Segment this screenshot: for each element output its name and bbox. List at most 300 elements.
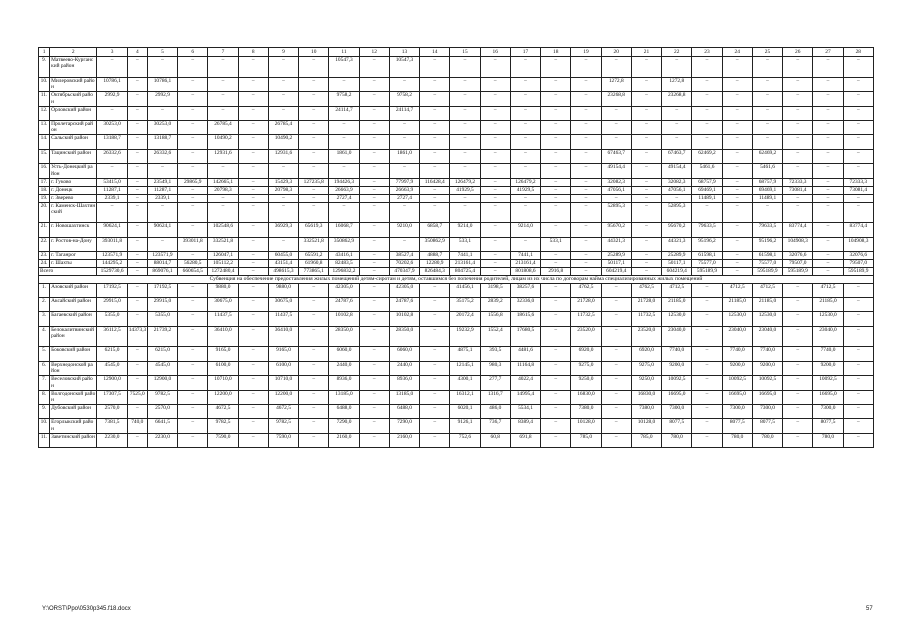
part-b-row-value: – [843,361,873,375]
part-a-row-value: – [299,194,329,202]
part-a-row-value: – [238,164,268,178]
part-b-row-value: – [238,312,268,326]
total-value: 604219,4 [601,268,631,276]
part-a-row-number: 19. [39,194,50,202]
part-a-row-value: – [97,106,127,120]
part-a-row-value: 144295,2 [97,260,127,268]
part-a-row-value: – [631,164,661,178]
part-b-row-value: – [127,405,147,419]
part-a-row-value: 1272,8 [601,77,631,91]
part-a-row-value: – [208,202,238,223]
part-b-row-value: 38257,6 [510,283,540,297]
part-b-row-value: 21728,0 [631,297,661,311]
part-a-row-value: 10786,1 [147,77,177,91]
part-a-row-value: – [631,237,661,251]
part-a-row-value: – [692,120,722,134]
part-b-row-value: – [299,297,329,311]
part-a-row-value: – [843,135,873,149]
part-a-row-value: – [662,106,692,120]
part-b-row-value: – [601,347,631,361]
part-a-row-value: 5461,6 [752,164,782,178]
part-b-row-value: – [238,326,268,347]
part-b-row-value: – [299,347,329,361]
part-b-row-value: 785,0 [571,433,601,447]
column-number-16: 16 [480,48,510,57]
table-row [39,120,874,134]
column-number-24: 24 [722,48,752,57]
part-a-row-value: 70202,6 [389,260,419,268]
part-b-row-value: – [127,361,147,375]
part-a-row-value: 20798,3 [208,186,238,194]
part-b-row-value: 780,0 [662,433,692,447]
total-value: – [127,268,147,276]
part-b-row-value: 9275,0 [571,361,601,375]
part-a-row-value: – [480,186,510,194]
part-b-row-value: – [541,326,571,347]
total-value: – [238,268,268,276]
part-b-row-value: 8077,5 [722,419,752,433]
part-b-row-value: 18615,6 [510,312,540,326]
part-a-row-value: – [450,164,480,178]
part-a-row-value: 75577,0 [692,260,722,268]
part-b-row-value: 4712,5 [722,283,752,297]
part-a-row-value: – [450,194,480,202]
part-a-row-value: 32082,3 [662,178,692,186]
total-value: – [722,268,752,276]
part-b-row-value: 4545,0 [97,361,127,375]
part-b-row-value: – [541,361,571,375]
part-a-row-value: 90624,1 [97,223,127,237]
part-a-row-value: – [541,252,571,260]
total-value: 595189,9 [752,268,782,276]
part-a-row-number: 9. [39,57,50,78]
part-a-row-value: 32076,6 [843,252,873,260]
part-a-row-number: 11. [39,92,50,106]
part-a-row-value: – [752,106,782,120]
part-a-row-value: – [480,202,510,223]
table-row [39,237,874,251]
part-a-row-value: 102548,6 [208,223,238,237]
part-a-row-value: – [571,202,601,223]
part-a-row-value: – [268,77,298,91]
part-b-row-value: 9782,5 [208,419,238,433]
column-number-14: 14 [420,48,450,57]
part-a-row-value: – [299,135,329,149]
part-a-row-value: – [510,135,540,149]
part-b-row-value: 21185,0 [813,297,843,311]
total-value: – [480,268,510,276]
part-b-row-value: – [783,390,813,404]
part-b-row-value: 752,6 [450,433,480,447]
part-a-row-value: 49154,4 [601,164,631,178]
part-a-row-value: 2992,9 [147,92,177,106]
part-b-row-value: – [178,297,208,311]
part-a-row-value: 213161,4 [510,260,540,268]
part-a-row-value: – [783,164,813,178]
part-a-row-name: Милеровский район [50,77,97,91]
part-a-row-value: 9214,0 [510,223,540,237]
part-a-row-value: 95196,2 [752,237,782,251]
part-a-row-value: – [813,237,843,251]
part-a-row-value: – [541,194,571,202]
part-a-row-value: 67463,7 [601,149,631,163]
part-a-row-value: – [178,223,208,237]
part-b-row-value: – [541,390,571,404]
part-b-row-number: 1. [39,283,50,297]
part-a-row-value: 2727,4 [389,194,419,202]
part-a-row-name: г. Новошахтинск [50,223,97,237]
part-a-row-value: – [541,92,571,106]
part-a-row-value: – [631,260,661,268]
header-row [39,48,874,57]
part-a-row-value: 1861,0 [389,149,419,163]
part-a-row-value: – [813,260,843,268]
part-b-row-value: – [178,361,208,375]
part-a-row-value: – [420,194,450,202]
part-a-row-value: – [238,77,268,91]
part-b-row-value: 9200,0 [813,361,843,375]
part-b-row-value: 9275,0 [631,361,661,375]
part-a-row-value: – [238,92,268,106]
part-a-row-value: 9214,0 [450,223,480,237]
part-a-row-value: – [510,92,540,106]
part-a-row-value: 44321,3 [601,237,631,251]
total-value: 470347,9 [389,268,419,276]
part-b-row-value: 12145,1 [450,361,480,375]
table-row [39,390,874,404]
part-a-row-value: – [510,120,540,134]
part-a-row-value: – [783,92,813,106]
part-a-row-value: – [450,135,480,149]
part-a-row-value: – [601,57,631,78]
column-number-27: 27 [813,48,843,57]
table-row [39,376,874,390]
part-a-row-value: – [299,202,329,223]
part-a-row-value: 50117,1 [662,260,692,268]
part-a-row-value: 11489,1 [752,194,782,202]
part-a-row-value: 10490,2 [208,135,238,149]
part-a-row-value: 6858,7 [420,223,450,237]
part-a-row-value: – [722,252,752,260]
part-a-row-value: 5461,6 [692,164,722,178]
part-a-row-name: Усть-Донецкий район [50,164,97,178]
part-a-row-value: 30253,0 [147,120,177,134]
part-b-row-value: 12530,0 [813,312,843,326]
part-b-row-value: – [178,405,208,419]
part-a-row-value: – [722,202,752,223]
part-a-row-value: – [541,178,571,186]
part-b-row-number: 5. [39,347,50,361]
part-b-row-value: 10092,5 [662,376,692,390]
part-a-row-value: – [359,57,389,78]
part-a-row-value: 13188,7 [147,135,177,149]
part-b-row-value: 12530,0 [662,312,692,326]
part-a-row-value: 393011,8 [178,237,208,251]
part-a-row-value: – [480,252,510,260]
column-number-23: 23 [692,48,722,57]
part-a-row-value: – [843,120,873,134]
part-b-row-number: 8. [39,390,50,404]
part-a-row-value: 16068,7 [329,223,359,237]
column-number-11: 11 [329,48,359,57]
total-value: 595189,9 [692,268,722,276]
part-a-row-value: – [480,77,510,91]
part-b-row-value: 23040,0 [752,326,782,347]
part-b-row-value: 10092,5 [752,376,782,390]
part-a-row-number: 16. [39,164,50,178]
part-b-row-value: 8389,4 [510,419,540,433]
part-a-row-value: 533,1 [450,237,480,251]
part-a-row-value: – [510,57,540,78]
part-a-row-value: – [178,194,208,202]
part-b-row-value: 12530,0 [722,312,752,326]
column-number-6: 6 [178,48,208,57]
part-a-row-value: – [480,194,510,202]
part-a-row-value: – [208,164,238,178]
part-a-row-value: – [783,106,813,120]
part-a-row-name: г. Гуково [50,178,97,186]
part-a-row-value: 30253,0 [97,120,127,134]
part-a-row-value: – [722,106,752,120]
part-b-row-value: – [178,390,208,404]
part-a-row-name: г. Донецк [50,186,97,194]
part-a-row-value: – [268,57,298,78]
part-a-row-value: 11287,1 [97,186,127,194]
part-b-row-value: – [127,297,147,311]
part-a-row-value: – [389,164,419,178]
part-a-row-value: 36929,3 [268,223,298,237]
part-b-row-value: 736,7 [480,419,510,433]
part-b-row-value: – [420,405,450,419]
part-b-row-value: – [238,419,268,433]
part-a-row-value: – [631,92,661,106]
part-a-row-value: – [359,223,389,237]
part-a-row-value: 7441,1 [510,252,540,260]
part-a-row-value: 332521,8 [299,237,329,251]
part-b-row-value: – [359,433,389,447]
part-b-row-value: 6488,0 [389,405,419,419]
part-a-row-value: 68757,9 [752,178,782,186]
part-b-row-name: Верхнедонской район [50,361,97,375]
part-b-row-value: 1316,7 [480,390,510,404]
column-number-21: 21 [631,48,661,57]
part-b-row-value: 30675,0 [208,297,238,311]
total-value: 604219,4 [662,268,692,276]
part-b-row-value: 36410,0 [268,326,298,347]
part-b-row-value: 2570,0 [147,405,177,419]
part-b-row-value: 4712,5 [752,283,782,297]
section-title-row [39,276,874,283]
part-a-row-value: 7441,1 [450,252,480,260]
part-a-row-value: 23549,1 [147,178,177,186]
part-b-row-value: – [420,419,450,433]
column-number-22: 22 [662,48,692,57]
part-b-row-value: – [238,297,268,311]
part-a-row-value: 73081,4 [843,186,873,194]
part-a-row-value: – [631,194,661,202]
part-b-row-value: 9250,0 [631,376,661,390]
part-b-row-value: – [541,405,571,419]
part-b-row-value: – [359,361,389,375]
total-value: – [813,268,843,276]
part-a-row-value: 393011,8 [97,237,127,251]
part-a-row-value: 69469,1 [752,186,782,194]
part-a-row-value: – [420,92,450,106]
part-a-row-value: – [97,164,127,178]
part-a-row-value: 75577,0 [752,260,782,268]
part-b-row-value: – [178,376,208,390]
part-b-row-value: – [359,297,389,311]
part-b-row-value: – [692,297,722,311]
part-a-row-value: – [147,164,177,178]
part-b-row-value: 10710,0 [208,376,238,390]
part-a-row-number: 22. [39,237,50,251]
part-a-row-value: – [268,164,298,178]
part-a-row-name: Сальский район [50,135,97,149]
part-a-row-value: 4888,7 [420,252,450,260]
part-a-row-value: 127235,8 [299,178,329,186]
part-b-row-value: 780,0 [722,433,752,447]
part-b-row-value: 6488,0 [329,405,359,419]
part-b-row-value: – [359,312,389,326]
part-a-row-value: – [571,194,601,202]
part-a-row-value: 20798,3 [268,186,298,194]
column-number-26: 26 [783,48,813,57]
part-a-row-value: – [450,77,480,91]
part-a-row-value: 77997,9 [389,178,419,186]
part-a-row-value: – [541,260,571,268]
part-a-row-value: – [178,106,208,120]
part-b-row-value: 32336,0 [510,297,540,311]
part-b-row-value: 17680,5 [510,326,540,347]
part-b-row-value: 12900,0 [97,376,127,390]
part-b-row-value: – [843,312,873,326]
part-a-row-value: – [510,164,540,178]
part-b-row-value: 4712,5 [662,283,692,297]
part-b-row-value: 21185,0 [752,297,782,311]
part-a-row-value: 49154,4 [662,164,692,178]
part-a-row-value: – [178,164,208,178]
part-a-row-value: – [843,164,873,178]
part-b-row-value: – [238,283,268,297]
part-b-row-value: – [692,419,722,433]
part-a-row-number: 21. [39,223,50,237]
part-a-row-number: 15. [39,149,50,163]
part-a-row-value: – [813,202,843,223]
part-a-row-value: 38527,4 [389,252,419,260]
column-number-19: 19 [571,48,601,57]
part-b-row-value: – [783,312,813,326]
part-a-row-value: 10547,3 [389,57,419,78]
part-b-row-value: – [843,347,873,361]
part-a-row-value: 95670,2 [662,223,692,237]
part-a-row-value: – [631,186,661,194]
part-a-row-value: – [238,178,268,186]
part-a-row-value: – [601,135,631,149]
part-b-row-value: – [299,312,329,326]
part-a-row-value: – [571,260,601,268]
part-a-row-value: 41929,5 [510,186,540,194]
part-a-row-value: – [147,202,177,223]
page-number: 57 [866,606,873,612]
table-row [39,260,874,268]
part-b-row-value: – [601,405,631,419]
part-b-row-value: – [601,312,631,326]
part-b-row-value: 8077,5 [662,419,692,433]
table-row [39,149,874,163]
part-a-row-number: 23. [39,252,50,260]
part-a-row-value: – [813,92,843,106]
part-b-row-value: – [843,297,873,311]
column-number-1: 1 [39,48,50,57]
part-b-row-value: 1556,8 [480,312,510,326]
table-row [39,361,874,375]
part-a-row-value: – [813,186,843,194]
part-a-row-value: – [783,149,813,163]
part-a-row-value: – [752,202,782,223]
part-b-row-value: 10128,0 [571,419,601,433]
part-a-row-value: – [178,77,208,91]
part-a-row-value: 26332,6 [97,149,127,163]
table-row [39,283,874,297]
total-value: 595189,9 [783,268,813,276]
part-a-row-value: – [238,223,268,237]
part-b-row-value: 4672,5 [268,405,298,419]
part-a-row-value: – [208,57,238,78]
part-b-row-value: – [299,390,329,404]
part-a-row-value: – [510,202,540,223]
part-a-row-value: – [601,194,631,202]
part-a-row-value: – [813,194,843,202]
part-b-row-value: – [601,283,631,297]
part-a-row-value: 11287,1 [147,186,177,194]
part-a-row-value: – [359,106,389,120]
total-value: 869076,1 [147,268,177,276]
part-a-row-value: – [329,120,359,134]
part-a-row-value: – [541,57,571,78]
part-a-row-value: – [722,186,752,194]
part-a-row-value: – [813,178,843,186]
part-a-row-value: 123571,9 [147,252,177,260]
part-a-row-value: – [238,106,268,120]
total-value: 804725,4 [450,268,480,276]
part-b-row-value: 4762,5 [631,283,661,297]
part-b-row-value: 13185,0 [329,390,359,404]
part-a-row-value: – [178,186,208,194]
part-b-row-value: 780,0 [813,433,843,447]
part-a-row-number: 14. [39,135,50,149]
part-b-row-value: 23040,0 [722,326,752,347]
part-a-row-value: 60455,0 [268,252,298,260]
part-b-row-value: 780,0 [752,433,782,447]
part-a-row-value: – [299,164,329,178]
part-b-row-name: Заветинский район [50,433,97,447]
part-a-row-value: 12280,9 [420,260,450,268]
part-b-row-value: 7740,0 [752,347,782,361]
part-a-row-value: 79507,0 [783,260,813,268]
part-a-row-value: 142665,1 [208,178,238,186]
column-number-15: 15 [450,48,480,57]
part-b-row-value: – [692,312,722,326]
part-a-row-value: 26785,4 [268,120,298,134]
part-a-row-value: – [127,194,147,202]
part-a-row-value: – [571,252,601,260]
table-row [39,186,874,194]
part-b-row-value: – [783,361,813,375]
part-a-row-value: – [783,194,813,202]
part-a-row-value: – [541,135,571,149]
total-value: 2916,8 [541,268,571,276]
